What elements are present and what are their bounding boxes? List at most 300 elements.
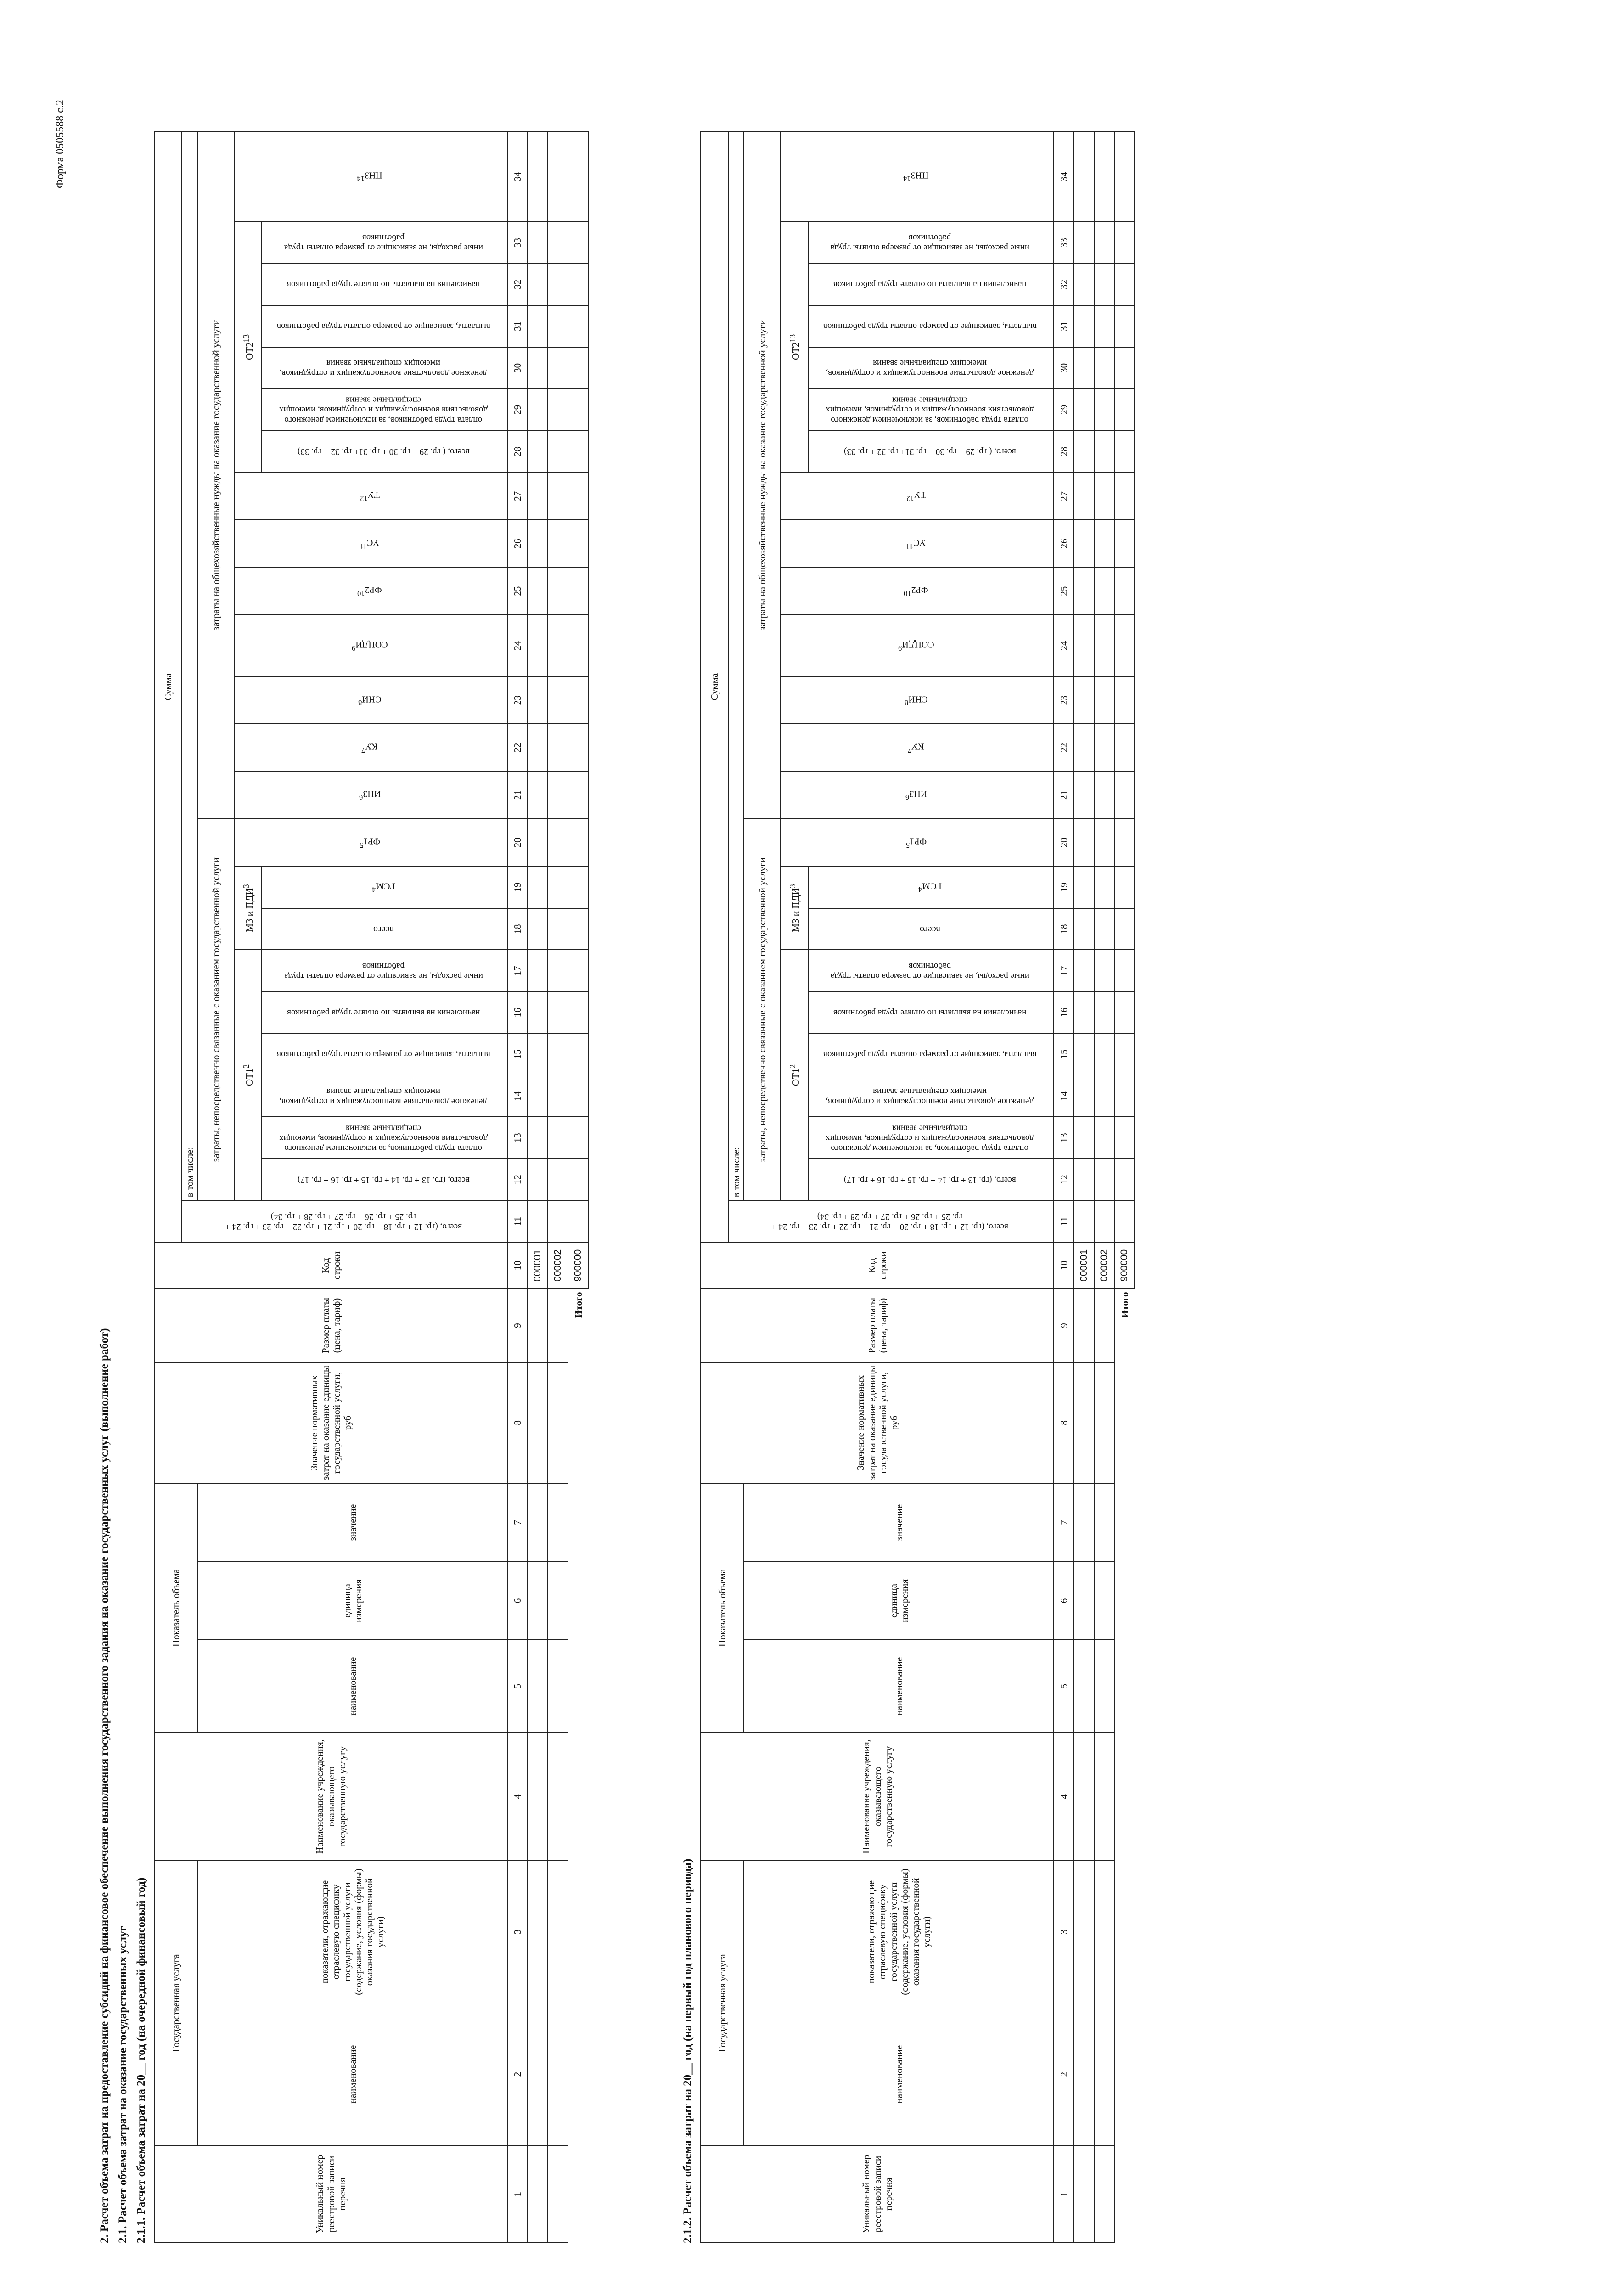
data-cell — [528, 819, 548, 866]
data-cell — [568, 771, 588, 819]
empty-cell — [1114, 1733, 1135, 1861]
data-cell — [568, 1117, 588, 1159]
data-cell — [568, 347, 588, 389]
column-numbers-row — [507, 131, 528, 2243]
data-cell — [1094, 222, 1114, 264]
column-number-21: 21 — [507, 771, 528, 819]
table-row — [548, 131, 568, 2243]
column-number-25: 25 — [507, 567, 528, 614]
hdr-general: затраты на общехозяйственные нужды на оказание государственной услуги — [197, 131, 234, 819]
data-cell — [1114, 1200, 1135, 1242]
column-number-22: 22 — [507, 724, 528, 771]
data-cell — [548, 1362, 568, 1484]
hdr-vol-value: значение — [197, 1483, 507, 1562]
data-cell — [528, 950, 548, 991]
data-cell — [1114, 676, 1135, 724]
hdr-gsm: ГСМ$^4$ — [808, 867, 1054, 908]
hdr-normative: Значение нормативных затрат на оказание единицы государственной услуги, руб — [154, 1362, 507, 1484]
empty-cell — [568, 1562, 588, 1640]
data-cell — [1114, 724, 1135, 771]
table-row — [568, 131, 588, 2243]
data-cell — [528, 2145, 548, 2243]
section-2-1-2 — [680, 113, 1208, 2243]
hdr-institution: Наименование учреждения, оказывающего государственную услугу — [701, 1733, 1054, 1861]
data-cell — [528, 1200, 548, 1242]
column-number-10: 10 — [507, 1242, 528, 1289]
row-code-cell: 000002 — [548, 1242, 568, 1289]
empty-cell — [1114, 1861, 1135, 2003]
data-cell — [548, 2003, 568, 2145]
column-number-4: 4 — [1054, 1733, 1074, 1861]
empty-cell — [1114, 1483, 1135, 1562]
hdr-ot1-pay: оплата труда работников, за исключением денежного довольствия военнослужащих и сотрудников, имеющих специальные звания — [808, 1117, 1054, 1159]
data-cell — [1094, 724, 1114, 771]
column-number-22: 22 — [1054, 724, 1074, 771]
column-number-23: 23 — [1054, 676, 1074, 724]
hdr-ot2-payments: выплаты, зависящие от размера оплаты труда работников — [808, 305, 1054, 347]
data-cell — [548, 520, 568, 567]
column-number-30: 30 — [507, 347, 528, 389]
hdr-fr1: $ФР1^5$ — [234, 819, 507, 866]
data-cell — [1114, 347, 1135, 389]
data-cell — [1094, 1033, 1114, 1075]
data-cell — [1114, 615, 1135, 676]
hdr-ot1-payments: выплаты, зависящие от размера оплаты труда работников — [808, 1033, 1054, 1075]
section-title-2-1: 2.1. Расчет объема затрат на оказание государственных услуг — [117, 1926, 129, 2243]
data-cell — [1074, 222, 1094, 264]
data-cell — [568, 131, 588, 222]
column-number-15: 15 — [1054, 1033, 1074, 1075]
section-2-1-1 — [96, 113, 666, 2243]
empty-cell — [568, 1861, 588, 2003]
data-cell — [1094, 389, 1114, 431]
hdr-ot2: $ОТ2^{13}$ — [234, 222, 262, 473]
hdr-pnz: ПНЗ$^{14}$ — [781, 131, 1054, 222]
row-code-cell: 000001 — [528, 1242, 548, 1289]
column-number-14: 14 — [1054, 1075, 1074, 1117]
data-cell — [568, 724, 588, 771]
data-cell — [1074, 1159, 1094, 1200]
data-cell — [528, 615, 548, 676]
data-cell — [568, 520, 588, 567]
column-number-9: 9 — [507, 1289, 528, 1362]
data-cell — [548, 1861, 568, 2003]
empty-cell — [1114, 2003, 1135, 2145]
hdr-fr2: $ФР2^{10}$ — [781, 567, 1054, 614]
column-number-20: 20 — [507, 819, 528, 866]
data-cell — [1114, 991, 1135, 1033]
data-cell — [1074, 1362, 1094, 1484]
empty-cell — [1114, 1362, 1135, 1484]
data-cell — [528, 724, 548, 771]
data-cell — [1114, 908, 1135, 950]
hdr-vol-name: наименование — [197, 1640, 507, 1733]
column-number-8: 8 — [1054, 1362, 1074, 1484]
hdr-total-all: всего, (гр. 12 + гр. 18 + гр. 20 + гр. 21 + гр. 22 + гр. 23 + гр. 24 + гр. 25 + гр. 26 + гр. 27 + гр. 28 + гр. 34) — [728, 1200, 1054, 1242]
hdr-gsm: ГСМ$^4$ — [262, 867, 507, 908]
column-number-29: 29 — [507, 389, 528, 431]
data-cell — [548, 615, 568, 676]
data-cell — [1074, 1289, 1094, 1362]
data-cell — [568, 1159, 588, 1200]
data-cell — [548, 389, 568, 431]
data-cell — [528, 676, 548, 724]
calc-table-1 — [154, 131, 589, 2243]
hdr-direct: затраты, непосредственно связанные с оказанием государственной услуги — [744, 819, 781, 1200]
data-cell — [1094, 347, 1114, 389]
data-cell — [548, 867, 568, 908]
data-cell — [568, 305, 588, 347]
column-number-17: 17 — [507, 950, 528, 991]
column-number-13: 13 — [507, 1117, 528, 1159]
column-number-27: 27 — [507, 473, 528, 520]
data-cell — [548, 1200, 568, 1242]
data-cell — [548, 1159, 568, 1200]
data-cell — [568, 264, 588, 305]
hdr-pnz: ПНЗ$^{14}$ — [234, 131, 507, 222]
column-number-5: 5 — [1054, 1640, 1074, 1733]
data-cell — [528, 908, 548, 950]
data-cell — [568, 431, 588, 473]
data-cell — [1094, 1289, 1114, 1362]
data-cell — [1114, 867, 1135, 908]
data-cell — [1074, 389, 1094, 431]
data-cell — [1114, 1075, 1135, 1117]
hdr-ot1-accruals: начисления на выплаты по оплате труда работников — [262, 991, 507, 1033]
column-number-15: 15 — [507, 1033, 528, 1075]
column-number-31: 31 — [1054, 305, 1074, 347]
hdr-general: затраты на общехозяйственные нужды на оказание государственной услуги — [744, 131, 781, 819]
data-cell — [548, 676, 568, 724]
empty-cell — [568, 1483, 588, 1562]
hdr-ot1-payments: выплаты, зависящие от размера оплаты труда работников — [262, 1033, 507, 1075]
data-cell — [568, 867, 588, 908]
data-cell — [1114, 567, 1135, 614]
row-code-cell: 900000 — [568, 1242, 588, 1289]
data-cell — [1114, 771, 1135, 819]
column-number-5: 5 — [507, 1640, 528, 1733]
data-cell — [1074, 1483, 1094, 1562]
hdr-mz: МЗ и ПДИ$^3$ — [234, 867, 262, 950]
data-cell — [568, 473, 588, 520]
hdr-institution: Наименование учреждения, оказывающего государственную услугу — [154, 1733, 507, 1861]
data-cell — [1074, 1200, 1094, 1242]
form-code: Форма 0505588 с.2 — [54, 100, 66, 188]
column-number-16: 16 — [507, 991, 528, 1033]
table-row — [1094, 131, 1114, 2243]
data-cell — [1094, 615, 1114, 676]
data-cell — [528, 2003, 548, 2145]
column-number-24: 24 — [507, 615, 528, 676]
hdr-vol-unit: единица измерения — [744, 1562, 1054, 1640]
hdr-ot1: $ОТ1^2$ — [234, 950, 262, 1200]
column-number-3: 3 — [507, 1861, 528, 2003]
data-cell — [1114, 131, 1135, 222]
data-cell — [548, 2145, 568, 2243]
hdr-normative: Значение нормативных затрат на оказание единицы государственной услуги, руб — [701, 1362, 1054, 1484]
data-cell — [568, 1075, 588, 1117]
hdr-fr2: $ФР2^{10}$ — [234, 567, 507, 614]
data-cell — [1114, 389, 1135, 431]
hdr-fr1: $ФР1^5$ — [781, 819, 1054, 866]
data-cell — [1094, 473, 1114, 520]
column-number-11: 11 — [507, 1200, 528, 1242]
row-code-cell: 000002 — [1094, 1242, 1114, 1289]
data-cell — [1094, 819, 1114, 866]
calc-table-2 — [700, 131, 1135, 2243]
data-cell — [1094, 2145, 1114, 2243]
table-row — [528, 131, 548, 2243]
data-cell — [548, 264, 568, 305]
data-cell — [568, 676, 588, 724]
data-cell — [528, 1159, 548, 1200]
data-cell — [528, 131, 548, 222]
data-cell — [568, 389, 588, 431]
hdr-name: наименование — [197, 2003, 507, 2145]
data-cell — [1094, 991, 1114, 1033]
column-number-20: 20 — [1054, 819, 1074, 866]
hdr-price: Размер платы (цена, тариф) — [154, 1289, 507, 1362]
data-cell — [1094, 1117, 1114, 1159]
hdr-ot2-allowance: денежное довольствие военнослужащих и сотрудников, имеющих специальные звания — [262, 347, 507, 389]
hdr-ot2-pay: оплата труда работников, за исключением денежного довольствия военнослужащих и сотрудников, имеющих специальные звания — [262, 389, 507, 431]
column-number-28: 28 — [507, 431, 528, 473]
hdr-gov-service: Государственная услуга — [701, 1861, 744, 2145]
data-cell — [1094, 1362, 1114, 1484]
empty-cell — [1114, 2145, 1135, 2243]
data-cell — [1114, 431, 1135, 473]
column-number-1: 1 — [1054, 2145, 1074, 2243]
empty-cell — [568, 2003, 588, 2145]
data-cell — [1094, 1562, 1114, 1640]
data-cell — [528, 1733, 548, 1861]
column-number-6: 6 — [1054, 1562, 1074, 1640]
hdr-indicators: показатели, отражающие отраслевую специфику государственной услуги (содержание, условия (формы) оказания государственной услуги) — [197, 1861, 507, 2003]
column-number-16: 16 — [1054, 991, 1074, 1033]
data-cell — [548, 1733, 568, 1861]
data-cell — [1094, 264, 1114, 305]
column-number-34: 34 — [507, 131, 528, 222]
data-cell — [1094, 1200, 1114, 1242]
data-cell — [1074, 1075, 1094, 1117]
hdr-ot2-other: иные расходы, не зависящие от размера оплаты труда работников — [808, 222, 1054, 264]
hdr-ot2-payments: выплаты, зависящие от размера оплаты труда работников — [262, 305, 507, 347]
column-number-27: 27 — [1054, 473, 1074, 520]
hdr-ot2-total: всего, ( гр. 29 + гр. 30 + гр. 31+ гр. 32 + гр. 33) — [262, 431, 507, 473]
data-cell — [548, 819, 568, 866]
data-cell — [548, 347, 568, 389]
hdr-indicators: показатели, отражающие отраслевую специфику государственной услуги (содержание, условия (формы) оказания государственной услуги) — [744, 1861, 1054, 2003]
hdr-row-code: Код строки — [701, 1242, 1054, 1289]
data-cell — [548, 131, 568, 222]
column-number-14: 14 — [507, 1075, 528, 1117]
data-cell — [528, 347, 548, 389]
hdr-price: Размер платы (цена, тариф) — [701, 1289, 1054, 1362]
data-cell — [548, 431, 568, 473]
data-cell — [1074, 1640, 1094, 1733]
data-cell — [528, 1562, 548, 1640]
hdr-sum: Сумма — [701, 131, 728, 1242]
hdr-inz: ИНЗ$^6$ — [781, 771, 1054, 819]
hdr-unique-number: Уникальный номер реестровой записи перечня — [701, 2145, 1054, 2243]
hdr-ot2-total: всего, ( гр. 29 + гр. 30 + гр. 31+ гр. 32 + гр. 33) — [808, 431, 1054, 473]
data-cell — [1074, 264, 1094, 305]
data-cell — [568, 1200, 588, 1242]
section-title-2: 2. Расчет объема затрат на предоставление субсидий на финансовое обеспечение выполнения государственного задания на оказание государственных услуг (выполнение работ) — [98, 1328, 111, 2243]
hdr-ot1-accruals: начисления на выплаты по оплате труда работников — [808, 991, 1054, 1033]
data-cell — [528, 473, 548, 520]
data-cell — [1094, 567, 1114, 614]
column-number-25: 25 — [1054, 567, 1074, 614]
data-cell — [548, 1289, 568, 1362]
hdr-vol-unit: единица измерения — [197, 1562, 507, 1640]
column-number-7: 7 — [1054, 1483, 1074, 1562]
data-cell — [548, 1117, 568, 1159]
data-cell — [1094, 305, 1114, 347]
hdr-mz-total: всего — [808, 908, 1054, 950]
hdr-sum: Сумма — [154, 131, 182, 1242]
column-number-19: 19 — [1054, 867, 1074, 908]
data-cell — [568, 950, 588, 991]
column-number-18: 18 — [1054, 908, 1074, 950]
hdr-inz: ИНЗ$^6$ — [234, 771, 507, 819]
hdr-ot1-pay: оплата труда работников, за исключением денежного довольствия военнослужащих и сотрудников, имеющих специальные звания — [262, 1117, 507, 1159]
data-cell — [1094, 867, 1114, 908]
data-cell — [548, 991, 568, 1033]
column-number-8: 8 — [507, 1362, 528, 1484]
data-cell — [1074, 305, 1094, 347]
column-number-29: 29 — [1054, 389, 1074, 431]
hdr-incl: в том числе: — [182, 131, 197, 1200]
table-row — [1114, 131, 1135, 2243]
data-cell — [1074, 867, 1094, 908]
column-number-33: 33 — [1054, 222, 1074, 264]
data-cell — [1094, 431, 1114, 473]
empty-cell — [568, 1362, 588, 1484]
data-cell — [528, 567, 548, 614]
data-cell — [528, 1483, 548, 1562]
data-cell — [1074, 473, 1094, 520]
column-number-26: 26 — [507, 520, 528, 567]
column-number-26: 26 — [1054, 520, 1074, 567]
column-number-1: 1 — [507, 2145, 528, 2243]
data-cell — [528, 1117, 548, 1159]
data-cell — [1094, 771, 1114, 819]
hdr-tu: ТУ$^{12}$ — [781, 473, 1054, 520]
hdr-mz: МЗ и ПДИ$^3$ — [781, 867, 808, 950]
data-cell — [1094, 1483, 1114, 1562]
hdr-name: наименование — [744, 2003, 1054, 2145]
column-number-30: 30 — [1054, 347, 1074, 389]
empty-cell — [568, 1733, 588, 1861]
data-cell — [528, 771, 548, 819]
hdr-ku: $КУ^7$ — [781, 724, 1054, 771]
hdr-sodi: СОЦДИ$^9$ — [234, 615, 507, 676]
column-number-33: 33 — [507, 222, 528, 264]
data-cell — [1074, 2145, 1094, 2243]
data-cell — [568, 1033, 588, 1075]
data-cell — [548, 1483, 568, 1562]
data-cell — [1074, 908, 1094, 950]
row-code-cell: 900000 — [1114, 1242, 1135, 1289]
section-title-2-1-1: 2.1.1. Расчет объема затрат на 20__ год (на очередной финансовый год) — [135, 1877, 147, 2243]
data-cell — [528, 264, 548, 305]
hdr-ot1-other: иные расходы, не зависящие от размера оплаты труда работников — [808, 950, 1054, 991]
hdr-gov-service: Государственная услуга — [154, 1861, 197, 2145]
column-number-32: 32 — [507, 264, 528, 305]
hdr-ot2-accruals: начисления на выплаты по оплате труда работников — [262, 264, 507, 305]
hdr-ot2: $ОТ2^{13}$ — [781, 222, 808, 473]
data-cell — [1114, 819, 1135, 866]
column-numbers-row — [1054, 131, 1074, 2243]
hdr-ot1-total: всего, (гр. 13 + гр. 14 + гр. 15 + гр. 16 + гр. 17) — [808, 1159, 1054, 1200]
column-number-23: 23 — [507, 676, 528, 724]
data-cell — [1094, 1159, 1114, 1200]
hdr-ot2-pay: оплата труда работников, за исключением денежного довольствия военнослужащих и сотрудников, имеющих специальные звания — [808, 389, 1054, 431]
hdr-sni: СНИ$^8$ — [234, 676, 507, 724]
data-cell — [1074, 1117, 1094, 1159]
column-number-31: 31 — [507, 305, 528, 347]
data-cell — [548, 771, 568, 819]
data-cell — [568, 908, 588, 950]
hdr-vol-value: значение — [744, 1483, 1054, 1562]
data-cell — [528, 1033, 548, 1075]
data-cell — [528, 867, 548, 908]
section-title-2-1-2: 2.1.2. Расчет объема затрат на 20__ год (на первый год планового периода) — [681, 1858, 694, 2243]
column-number-28: 28 — [1054, 431, 1074, 473]
data-cell — [1114, 473, 1135, 520]
column-number-3: 3 — [1054, 1861, 1074, 2003]
data-cell — [568, 567, 588, 614]
data-cell — [1074, 347, 1094, 389]
hdr-ot1-other: иные расходы, не зависящие от размера оплаты труда работников — [262, 950, 507, 991]
data-cell — [1094, 1075, 1114, 1117]
hdr-row-code: Код строки — [154, 1242, 507, 1289]
hdr-ku: $КУ^7$ — [234, 724, 507, 771]
data-cell — [1094, 2003, 1114, 2145]
data-cell — [1074, 431, 1094, 473]
data-cell — [568, 222, 588, 264]
data-cell — [528, 305, 548, 347]
data-cell — [528, 991, 548, 1033]
data-cell — [1074, 1562, 1094, 1640]
column-number-17: 17 — [1054, 950, 1074, 991]
data-cell — [548, 950, 568, 991]
hdr-ot1-allowance: денежное довольствие военнослужащих и сотрудников, имеющих специальные звания — [808, 1075, 1054, 1117]
column-number-24: 24 — [1054, 615, 1074, 676]
data-cell — [1094, 131, 1114, 222]
data-cell — [1114, 305, 1135, 347]
data-cell — [1094, 1733, 1114, 1861]
data-cell — [548, 1640, 568, 1733]
itogo-label: Итого — [1119, 1292, 1130, 1318]
hdr-us: УС$^{11}$ — [781, 520, 1054, 567]
hdr-ot1: $ОТ1^2$ — [781, 950, 808, 1200]
data-cell — [1074, 950, 1094, 991]
data-cell — [1094, 1861, 1114, 2003]
data-cell — [1074, 819, 1094, 866]
data-cell — [548, 908, 568, 950]
data-cell — [1074, 1733, 1094, 1861]
data-cell — [1114, 520, 1135, 567]
column-number-12: 12 — [1054, 1159, 1074, 1200]
data-cell — [548, 1033, 568, 1075]
column-number-9: 9 — [1054, 1289, 1074, 1362]
data-cell — [1114, 950, 1135, 991]
data-cell — [1094, 908, 1114, 950]
data-cell — [528, 1362, 548, 1484]
data-cell — [1114, 264, 1135, 305]
